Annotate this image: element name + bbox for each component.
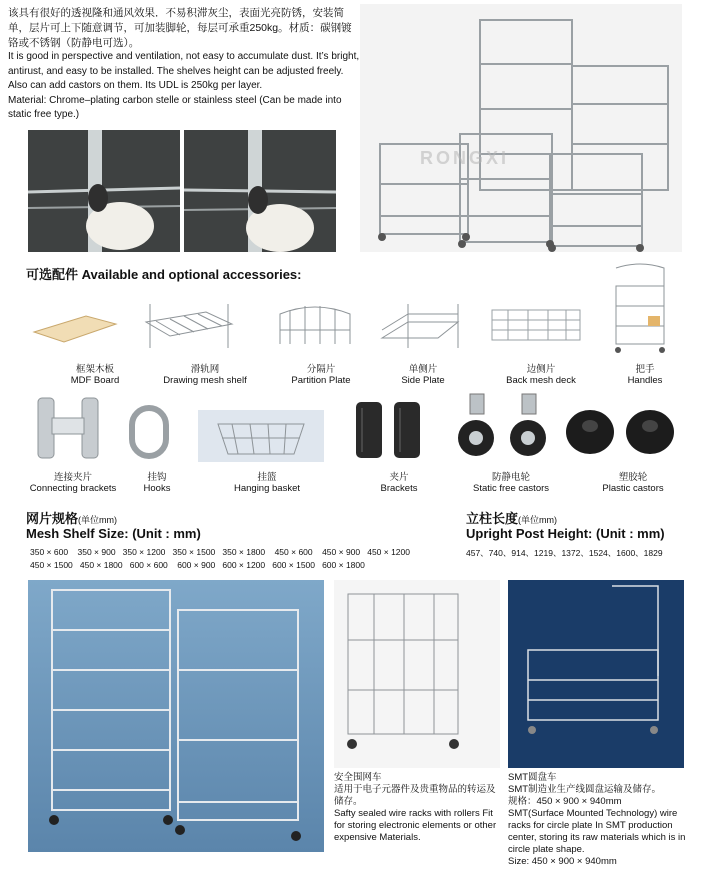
drawing-mesh-shelf-image: [140, 304, 236, 348]
hanging-basket-image: [198, 410, 324, 462]
mesh-size-row-1: 350 × 600 350 × 900 350 × 1200 350 × 1500 350 × 1800 450 × 600 450 × 900 450 × 1200: [30, 547, 410, 557]
acc-partition-plate: 分隔片 Partition Plate: [291, 364, 351, 386]
post-height-title-cn: 立柱长度(单位mm): [466, 511, 558, 526]
acc-brackets: 夹片 Brackets: [380, 472, 418, 494]
closeup-photo-2: [184, 130, 336, 252]
handles-image: [608, 262, 674, 354]
mesh-size-row-2: 450 × 1500 450 × 1800 600 × 600 600 × 900 600 × 1200 600 × 1500 600 × 1800: [30, 560, 365, 570]
shelving-units-photo: [28, 580, 324, 852]
smt-rack-caption: SMT圆盘车 SMT制造业生产线圆盘运输及储存。 规格：450 × 900 × 940mm SMT(Surface Mounted Technology) wire racks for circle plate In SMT production center, storing its raw materials which is in circle plate shape. Size: 450 × 900 × 940mm: [508, 772, 686, 867]
watermark-text: RONGXI: [420, 148, 510, 168]
safety-rack-caption: 安全围网车 适用于电子元器件及贵重物品的转运及储存。 Safty sealed wire racks with rollers Fit for storing electronic elements or other expensive Materials.: [334, 772, 497, 843]
shelving-hero-graphic: [360, 4, 682, 252]
safety-rack-photo: [334, 580, 500, 768]
acc-plastic-castors: 塑胶轮 Plastic castors: [602, 472, 664, 494]
static-free-castors-image: [448, 390, 558, 464]
acc-hooks: 挂钩 Hooks: [143, 472, 171, 494]
acc-static-free-castors: 防静电轮 Static free castors: [472, 472, 550, 494]
hooks-image: [124, 404, 178, 460]
back-mesh-deck-image: [488, 306, 584, 346]
acc-handles: 把手 Handles: [627, 364, 663, 386]
acc-hanging-basket: 挂篮 Hanging basket: [233, 472, 301, 494]
safety-rack-graphic: [334, 580, 500, 768]
partition-plate-image: [270, 300, 360, 350]
acc-side-plate: 单侧片 Side Plate: [401, 364, 445, 386]
closeup-photo-2-graphic: [184, 130, 336, 252]
accessories-title: 可选配件 Available and optional accessories:: [26, 267, 302, 282]
mesh-size-title-en: Mesh Shelf Size: (Unit : mm): [26, 526, 201, 541]
acc-connecting-brackets: 连接夹片 Connecting brackets: [29, 472, 117, 494]
smt-rack-graphic: [508, 580, 684, 768]
acc-mdf-board: 框架木板 MDF Board: [70, 364, 120, 386]
smt-rack-photo: [508, 580, 684, 768]
mdf-board-image: [30, 310, 120, 346]
acc-drawing-mesh: 滑轨网 Drawing mesh shelf: [163, 364, 247, 386]
closeup-photo-1-graphic: [28, 130, 180, 252]
side-plate-image: [378, 302, 464, 350]
plastic-castors-image: [560, 400, 678, 460]
mesh-size-title-cn: 网片规格(单位mm): [26, 511, 118, 526]
material-text: Material: Chrome–plating carbon stelle or stainless steel (Can be made into static free type.): [8, 94, 342, 120]
brackets-image: [352, 398, 426, 464]
post-height-values: 457、740、914、1219、1372、1524、1600、1829: [466, 548, 663, 558]
closeup-photo-1: [28, 130, 180, 252]
shelving-hero-photo: [360, 4, 682, 252]
acc-back-mesh-deck: 边侧片 Back mesh deck: [506, 364, 576, 386]
post-height-title-en: Upright Post Height: (Unit : mm): [466, 526, 665, 541]
shelving-units-graphic: [28, 580, 324, 852]
intro-english-text: It is good in perspective and ventilation, not easy to accumulate dust. It’s bright, antirust, and easy to be installed. The shelves height can be adjusted freely. Also can add castors on them. Its UDL is 250kg per layer. Material: Chrome–plating carbon stelle or stainless steel (Can be made into static free type.): [8, 51, 360, 120]
connecting-brackets-image: [36, 396, 106, 462]
intro-chinese-text: 该具有很好的透视隆和通风效果．不易积滞灰尘，表面光亮防锈，安装简单，层片可上下随意调节，可加装脚轮，每层可承重250kg。材质：碳钢镀铬或不锈钢（防静电可选）。: [8, 7, 352, 49]
